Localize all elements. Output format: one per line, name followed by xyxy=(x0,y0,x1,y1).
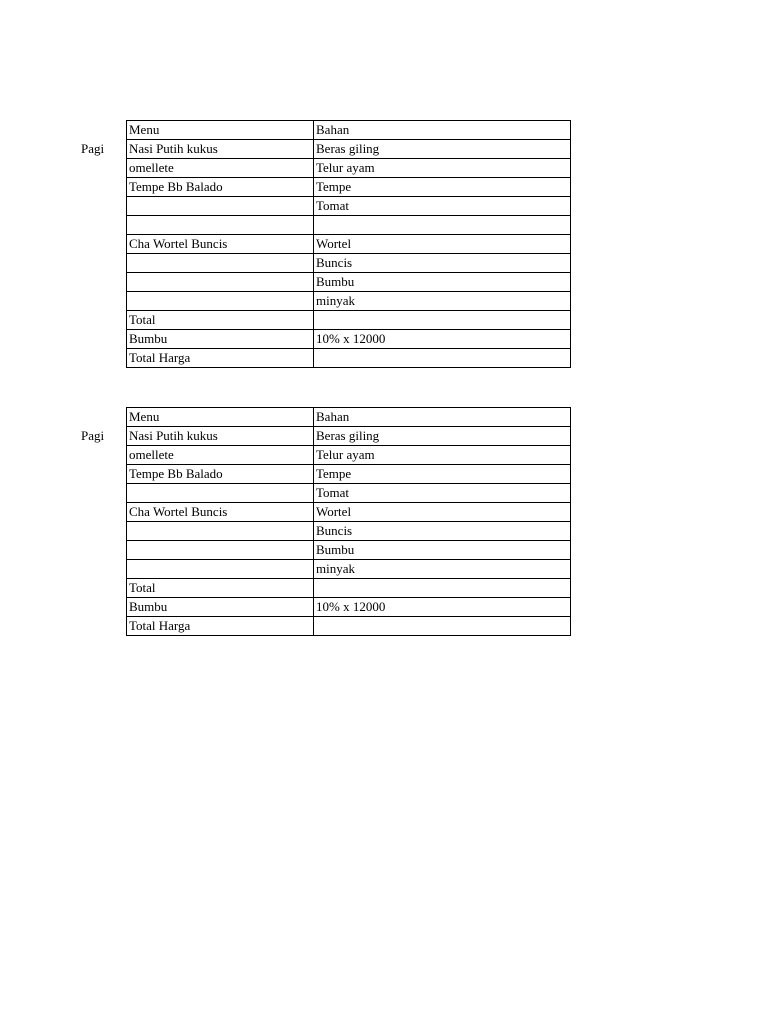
time-of-day-label: Pagi xyxy=(81,141,105,156)
menu-cell xyxy=(127,273,314,292)
menu-cell xyxy=(127,254,314,273)
ingredient-cell: Beras giling xyxy=(314,140,571,159)
ingredient-cell: Bahan xyxy=(314,121,571,140)
ingredient-cell: Tomat xyxy=(314,484,571,503)
table-row xyxy=(127,598,571,617)
ingredient-cell: Telur ayam xyxy=(314,159,571,178)
ingredient-cell: Buncis xyxy=(314,522,571,541)
menu-cell xyxy=(127,560,314,579)
table-row xyxy=(127,503,571,522)
table-row xyxy=(127,330,571,349)
time-of-day-label: Pagi xyxy=(81,428,105,443)
ingredient-cell: Buncis xyxy=(314,254,571,273)
ingredient-cell: minyak xyxy=(314,292,571,311)
ingredient-cell: 10% x 12000 xyxy=(314,330,571,349)
table-header-row xyxy=(127,408,571,427)
ingredient-cell: 10% x 12000 xyxy=(314,598,571,617)
menu-cell: Total Harga xyxy=(127,617,314,636)
table-row xyxy=(127,579,571,598)
menu-cell: Bumbu xyxy=(127,330,314,349)
menu-cell: omellete xyxy=(127,446,314,465)
table-row xyxy=(127,254,571,273)
ingredient-cell: minyak xyxy=(314,560,571,579)
menu-cell: Cha Wortel Buncis xyxy=(127,503,314,522)
menu-cell: Cha Wortel Buncis xyxy=(127,235,314,254)
menu-cell xyxy=(127,484,314,503)
ingredient-cell: Telur ayam xyxy=(314,446,571,465)
table-row xyxy=(127,484,571,503)
table-row xyxy=(127,197,571,216)
table-row xyxy=(127,465,571,484)
menu-cell xyxy=(127,541,314,560)
menu-cell: Bumbu xyxy=(127,598,314,617)
table-row xyxy=(127,522,571,541)
ingredient-cell xyxy=(314,216,571,235)
menu-table xyxy=(126,120,571,368)
ingredient-cell xyxy=(314,617,571,636)
table-row xyxy=(127,178,571,197)
ingredient-cell: Bahan xyxy=(314,408,571,427)
menu-table xyxy=(126,407,571,636)
menu-cell: Menu xyxy=(127,408,314,427)
ingredient-cell: Wortel xyxy=(314,503,571,522)
table-header-row xyxy=(127,121,571,140)
menu-cell: Total Harga xyxy=(127,349,314,368)
table-row xyxy=(127,216,571,235)
menu-cell: Nasi Putih kukus xyxy=(127,427,314,446)
ingredient-cell: Beras giling xyxy=(314,427,571,446)
table-row xyxy=(127,140,571,159)
table-row xyxy=(127,446,571,465)
menu-cell: Tempe Bb Balado xyxy=(127,178,314,197)
ingredient-cell: Wortel xyxy=(314,235,571,254)
ingredient-cell: Tempe xyxy=(314,465,571,484)
menu-cell xyxy=(127,522,314,541)
ingredient-cell: Tempe xyxy=(314,178,571,197)
table-row xyxy=(127,292,571,311)
menu-cell: Total xyxy=(127,579,314,598)
ingredient-cell: Tomat xyxy=(314,197,571,216)
menu-cell: Nasi Putih kukus xyxy=(127,140,314,159)
menu-cell: Tempe Bb Balado xyxy=(127,465,314,484)
table-row xyxy=(127,617,571,636)
table-row xyxy=(127,541,571,560)
menu-cell xyxy=(127,197,314,216)
ingredient-cell xyxy=(314,579,571,598)
menu-cell: omellete xyxy=(127,159,314,178)
menu-cell xyxy=(127,216,314,235)
menu-cell xyxy=(127,292,314,311)
ingredient-cell: Bumbu xyxy=(314,273,571,292)
table-row xyxy=(127,235,571,254)
table-row xyxy=(127,427,571,446)
table-row xyxy=(127,159,571,178)
table-row xyxy=(127,349,571,368)
table-row xyxy=(127,273,571,292)
menu-cell: Menu xyxy=(127,121,314,140)
table-row xyxy=(127,311,571,330)
menu-cell: Total xyxy=(127,311,314,330)
ingredient-cell xyxy=(314,311,571,330)
table-row xyxy=(127,560,571,579)
ingredient-cell xyxy=(314,349,571,368)
ingredient-cell: Bumbu xyxy=(314,541,571,560)
